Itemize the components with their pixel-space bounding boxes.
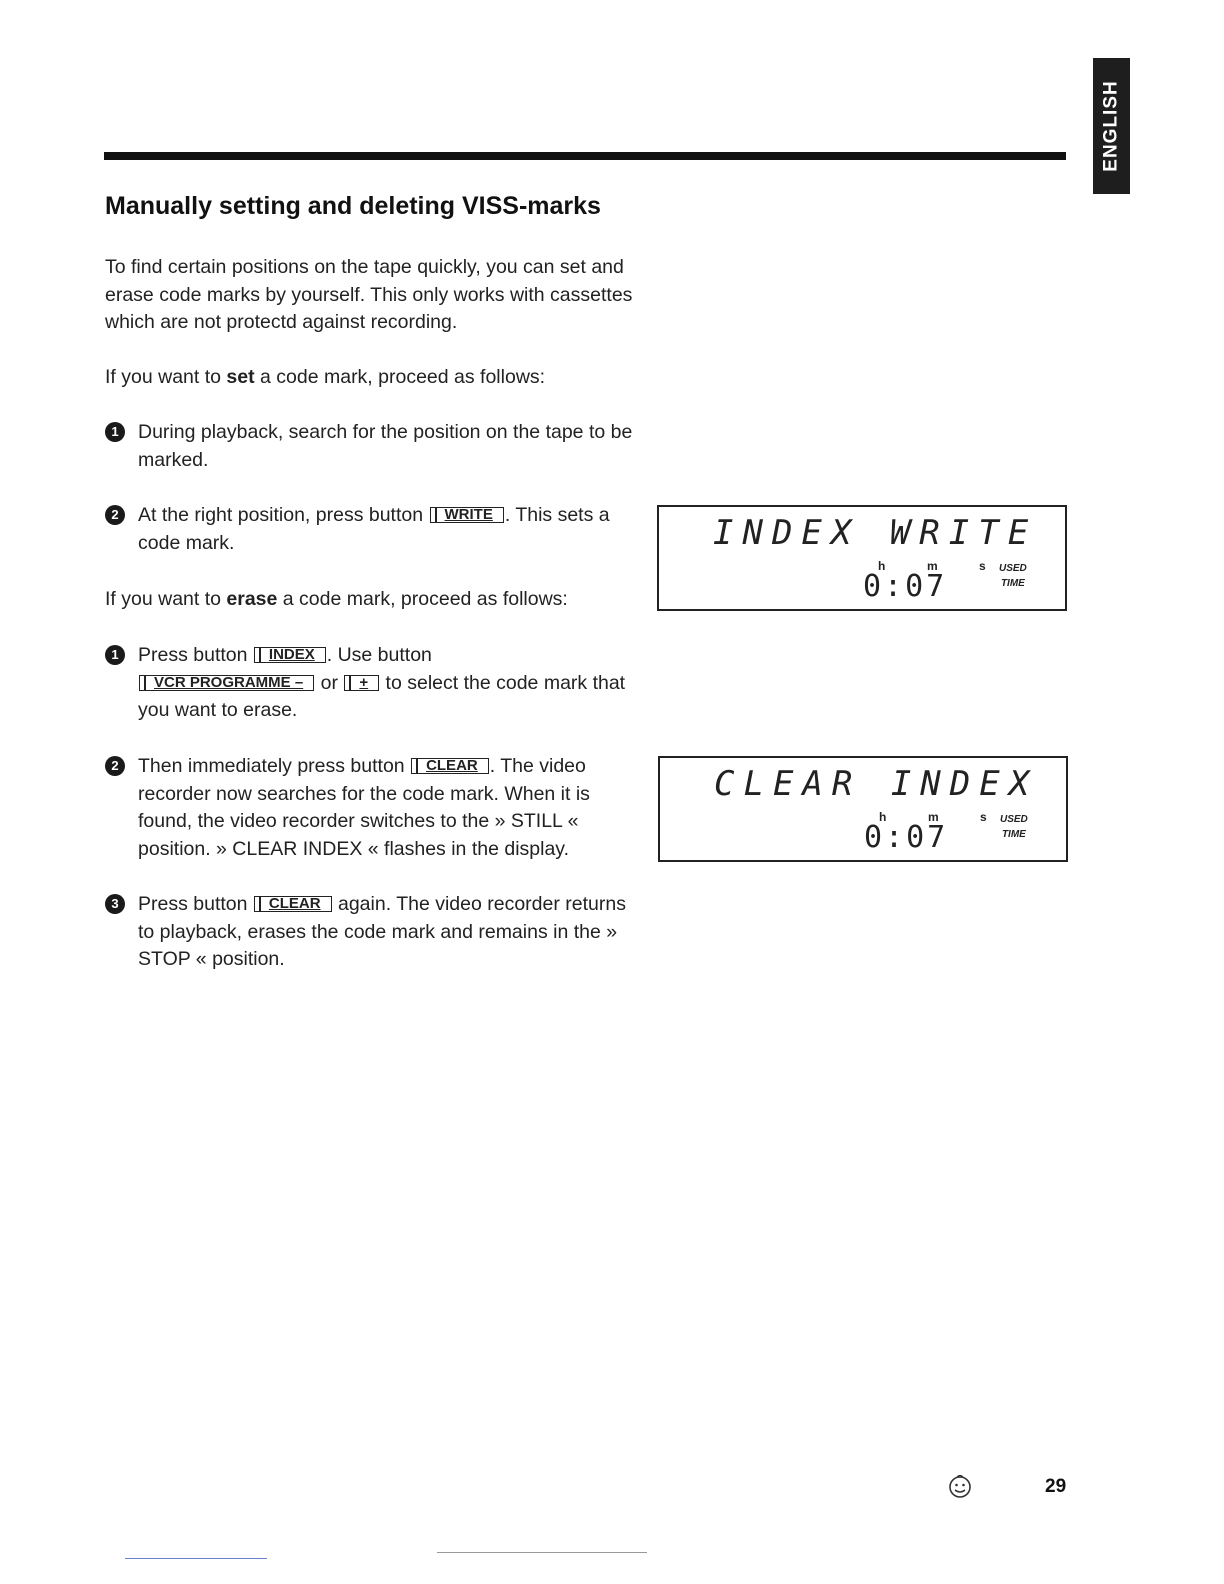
scan-artifact	[125, 1558, 267, 1559]
text-segment: . Use button	[326, 644, 432, 666]
step-number-icon: 2	[105, 756, 125, 776]
display-text: INDEX WRITE	[713, 513, 1038, 553]
page-number: 29	[1045, 1476, 1067, 1497]
seconds-unit: s	[979, 559, 986, 573]
display-index-write	[657, 505, 1067, 611]
write-key: WRITE	[430, 507, 504, 523]
set-intro	[105, 364, 645, 392]
minutes-unit: m	[927, 559, 938, 573]
page-title: Manually setting and deleting VISS-marks	[105, 192, 601, 220]
display-clear-index	[658, 756, 1068, 862]
set-prefix: If you want to	[105, 366, 227, 388]
hours-unit: h	[879, 810, 887, 824]
text-segment: Then immediately press button	[138, 755, 411, 777]
display-time: 0:07	[864, 820, 949, 855]
language-label: ENGLISH	[1100, 80, 1122, 172]
erase-step-1	[105, 642, 645, 725]
step-number-icon: 1	[105, 645, 125, 665]
language-tab	[1093, 58, 1130, 194]
intro-paragraph: To find certain positions on the tape quickly, you can set and erase code marks by yourself. This only works with cassettes which are not protectd against recording.	[105, 256, 633, 333]
display-text: CLEAR INDEX	[714, 764, 1039, 804]
header-rule	[104, 152, 1066, 160]
text-segment: again. The video recorder returns to playback, erases the code mark and remains in the » STOP « position.	[138, 893, 626, 970]
set-step-1	[105, 419, 645, 474]
erase-step-2	[105, 753, 645, 863]
set-step-1-text: During playback, search for the position on the tape to be marked.	[138, 421, 633, 471]
scan-artifact	[437, 1552, 647, 1553]
text-segment: to select the code mark that you want to erase.	[138, 671, 626, 721]
text-segment: Press button	[138, 893, 253, 915]
index-key: INDEX	[254, 647, 326, 663]
text-segment: At the right position, press button	[138, 504, 429, 526]
plus-key: +	[344, 675, 379, 691]
set-step-2	[105, 502, 645, 557]
text-segment: . This sets a code mark.	[138, 504, 610, 554]
step-number-icon: 1	[105, 422, 125, 442]
seconds-unit: s	[980, 810, 987, 824]
erase-suffix: a code mark, proceed as follows:	[277, 588, 568, 610]
set-keyword: set	[226, 366, 255, 388]
clear-key: CLEAR	[254, 896, 332, 912]
vcr-programme-minus-key: VCR PROGRAMME –	[139, 675, 314, 691]
time-label: TIME	[1001, 829, 1026, 840]
clear-key: CLEAR	[411, 758, 489, 774]
erase-step-2-text	[138, 753, 643, 863]
set-step-2-text	[138, 502, 643, 557]
hours-unit: h	[878, 559, 886, 573]
used-label: USED	[999, 563, 1027, 574]
display-time: 0:07	[863, 569, 948, 604]
erase-step-3	[105, 891, 645, 974]
used-time-label	[999, 561, 1027, 591]
time-label: TIME	[1000, 578, 1025, 589]
erase-intro	[105, 586, 645, 614]
text-segment: . The video recorder now searches for the code mark. When it is found, the video recorder switches to the » STILL « position. » CLEAR INDEX « flashes in the display.	[138, 755, 590, 860]
text-segment: or	[315, 671, 344, 694]
text-segment: Press button	[138, 644, 253, 666]
erase-prefix: If you want to	[105, 588, 227, 610]
used-label: USED	[1000, 814, 1028, 825]
step-number-icon: 3	[105, 894, 125, 914]
erase-step-1-text	[138, 642, 643, 725]
minutes-unit: m	[928, 810, 939, 824]
smiley-icon	[946, 1472, 974, 1500]
erase-keyword: erase	[226, 588, 278, 610]
set-suffix: a code mark, proceed as follows:	[254, 366, 546, 388]
erase-step-3-text	[138, 891, 643, 974]
step-number-icon: 2	[105, 505, 125, 525]
used-time-label	[1000, 812, 1028, 842]
